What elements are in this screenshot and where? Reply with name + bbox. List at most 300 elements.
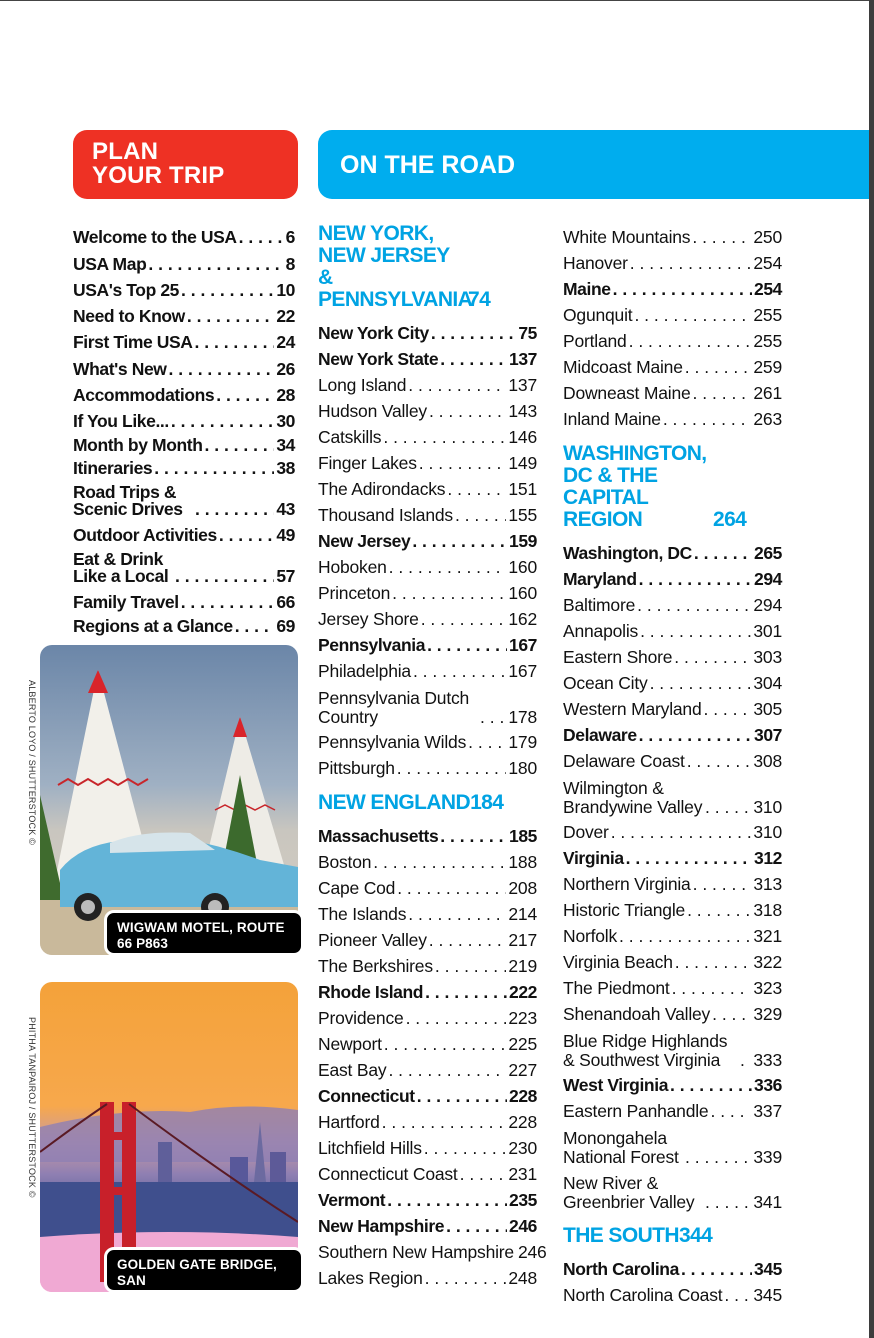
entry-label: Philadelphia [318, 661, 411, 681]
toc-entry-pittsburgh[interactable] [318, 752, 537, 778]
toc-entry-baltimore[interactable] [563, 589, 782, 615]
toc-entry-pennsylvania-wilds[interactable] [318, 726, 537, 752]
toc-entry-connecticut[interactable] [318, 1080, 537, 1106]
photo-caption-golden-gate [104, 1247, 304, 1304]
entry-label: Eastern Panhandle [563, 1101, 709, 1121]
toc-entry-massachusetts[interactable] [318, 820, 537, 846]
toc-entry-white-mountains[interactable] [563, 221, 782, 247]
entry-page: 235 [509, 1190, 537, 1210]
toc-entry-pennsylvania-dutch-country[interactable] [318, 681, 537, 726]
leader-dots [187, 307, 274, 326]
entry-label: WASHINGTON, DC & THE CAPITAL REGION [563, 442, 707, 531]
entry-label: NEW YORK, NEW JERSEY & PENNSYLVANIA [318, 222, 473, 311]
leader-dots [424, 1139, 507, 1158]
entry-page: 222 [509, 982, 537, 1002]
caption-line1: WIGWAM MOTEL, ROUTE [117, 920, 285, 935]
entry-label: The Berkshires [318, 956, 433, 976]
entry-label: New Hampshire [318, 1216, 445, 1236]
entry-label: Need to Know [73, 306, 185, 327]
toc-entry-the-islands[interactable] [318, 898, 537, 924]
caption-line1: GOLDEN GATE BRIDGE, SAN [117, 1257, 277, 1288]
toc-entry-jersey-shore[interactable] [318, 603, 537, 629]
entry-label: Baltimore [563, 595, 636, 615]
leader-dots [397, 879, 506, 898]
entry-page: 263 [753, 409, 782, 429]
entry-page: 22 [276, 306, 295, 327]
toc-entry-new-york-city[interactable] [318, 317, 537, 343]
leader-dots [413, 662, 506, 681]
entry-label: Month by Month [73, 435, 203, 456]
toc-entry-historic-triangle[interactable] [563, 894, 782, 920]
entry-page: 254 [754, 279, 782, 299]
entry-page: 261 [753, 383, 782, 403]
leader-dots [431, 324, 516, 343]
leader-dots [650, 674, 752, 693]
on-the-road-column-a [318, 221, 547, 1288]
entry-page: 333 [753, 1049, 782, 1070]
leader-dots [626, 849, 752, 868]
leader-dots [630, 254, 752, 273]
entry-label: Downeast Maine [563, 383, 691, 403]
entry-label: Maryland [563, 569, 637, 589]
entry-label: New River & Greenbrier Valley [563, 1173, 695, 1212]
toc-entry-pennsylvania[interactable] [318, 629, 537, 655]
toc-entry-rhode-island[interactable] [318, 976, 537, 1002]
plan-heading-line2: YOUR TRIP [92, 162, 225, 189]
toc-entry-family-travel[interactable] [73, 585, 295, 612]
leader-dots [408, 376, 506, 395]
entry-page: 225 [508, 1034, 537, 1054]
leader-dots [446, 1217, 507, 1236]
plan-heading-line1: PLAN [92, 138, 159, 165]
leader-dots [181, 593, 275, 612]
section-heading-washington-dc-the-capital-region[interactable] [563, 443, 782, 531]
leader-dots [427, 636, 507, 655]
entry-page: 75 [518, 323, 537, 343]
entry-page: 151 [508, 479, 537, 499]
leader-dots [195, 501, 274, 518]
toc-entry-eastern-panhandle[interactable] [563, 1095, 782, 1121]
entry-page: 66 [276, 592, 295, 613]
entry-page: 246 [517, 1242, 547, 1262]
entry-page: 339 [753, 1146, 782, 1167]
toc-entry-the-adirondacks[interactable] [318, 473, 537, 499]
entry-label: Thousand Islands [318, 505, 453, 525]
entry-page: 24 [276, 332, 295, 353]
toc-entry-the-berkshires[interactable] [318, 950, 537, 976]
entry-page: 49 [276, 525, 295, 546]
toc-entry-outdoor[interactable] [73, 518, 295, 545]
entry-page: 341 [753, 1191, 782, 1212]
toc-entry-blue-ridge-highlands-southwest-virginia[interactable] [563, 1024, 782, 1069]
leader-dots [639, 570, 752, 589]
toc-entry-maryland[interactable] [563, 563, 782, 589]
leader-dots [425, 983, 507, 1002]
toc-entry-hartford[interactable] [318, 1106, 537, 1132]
entry-label: Lakes Region [318, 1268, 423, 1288]
toc-entry-wilmington-brandywine-valley[interactable] [563, 771, 782, 816]
entry-page: 178 [508, 706, 537, 727]
entry-label: Regions at a Glance [73, 616, 233, 637]
toc-entry-new-jersey[interactable] [318, 525, 537, 551]
entry-label: New Jersey [318, 531, 411, 551]
leader-dots [663, 410, 752, 429]
entry-label: Hoboken [318, 557, 387, 577]
entry-label: Ocean City [563, 673, 648, 693]
entry-page: 248 [508, 1268, 537, 1288]
toc-entry-maine[interactable] [563, 273, 782, 299]
toc-entry-vermont[interactable] [318, 1184, 537, 1210]
on-the-road-column-b [563, 221, 782, 1305]
caption-line2: 66 P863 [117, 936, 168, 951]
toc-entry-norfolk[interactable] [563, 920, 782, 946]
leader-dots [387, 1191, 507, 1210]
toc-entry-western-maryland[interactable] [563, 693, 782, 719]
entry-page: 228 [509, 1086, 537, 1106]
entry-page: 250 [753, 227, 782, 247]
toc-entry-whats-new[interactable] [73, 352, 295, 378]
entry-page: 294 [754, 569, 782, 589]
entry-page: 185 [509, 826, 537, 846]
leader-dots [205, 436, 275, 455]
leader-dots [382, 1113, 507, 1132]
leader-dots [694, 544, 752, 563]
entry-label: Maine [563, 279, 611, 299]
toc-entry-northern-virginia[interactable] [563, 868, 782, 894]
entry-page: 28 [276, 385, 295, 406]
entry-label: Long Island [318, 375, 407, 395]
leader-dots [670, 1076, 752, 1095]
leader-dots [392, 584, 506, 603]
leader-dots [705, 1193, 751, 1212]
toc-entry-usa-map[interactable] [73, 247, 295, 273]
entry-page: 69 [276, 616, 295, 637]
toc-entry-providence[interactable] [318, 1002, 537, 1028]
entry-label: Dover [563, 822, 609, 842]
leader-dots [169, 360, 275, 379]
toc-entry-west-virginia[interactable] [563, 1069, 782, 1095]
leader-dots [397, 759, 507, 778]
entry-label: Newport [318, 1034, 382, 1054]
leader-dots [710, 1102, 751, 1121]
entry-label: Virginia [563, 848, 624, 868]
toc-entry-top-25[interactable] [73, 274, 295, 300]
toc-entry-north-carolina-coast[interactable] [563, 1279, 782, 1305]
toc-entry-virginia[interactable] [563, 842, 782, 868]
leader-dots [640, 622, 751, 641]
toc-entry-delaware-coast[interactable] [563, 745, 782, 771]
entry-page: 264 [713, 508, 747, 531]
entry-label: Hartford [318, 1112, 380, 1132]
toc-entry-washington-dc[interactable] [563, 537, 782, 563]
toc-entry-accommodations[interactable] [73, 379, 295, 405]
entry-label: Norfolk [563, 926, 618, 946]
toc-entry-connecticut-coast[interactable] [318, 1158, 537, 1184]
entry-page: 301 [753, 621, 782, 641]
toc-entry-new-hampshire[interactable] [318, 1210, 537, 1236]
toc-entry-if-you-like[interactable] [73, 405, 295, 431]
leader-dots [417, 1087, 507, 1106]
entry-page: 159 [509, 531, 537, 551]
toc-entry-the-piedmont[interactable] [563, 972, 782, 998]
toc-entry-itineraries[interactable] [73, 455, 295, 478]
entry-page: 8 [285, 253, 295, 274]
toc-entry-litchfield-hills[interactable] [318, 1132, 537, 1158]
entry-label: NEW ENGLAND [318, 791, 471, 814]
toc-entry-catskills[interactable] [318, 421, 537, 447]
entry-page: 227 [508, 1060, 537, 1080]
leader-dots [235, 617, 275, 636]
leader-dots [687, 752, 752, 771]
entry-label: Delaware Coast [563, 751, 685, 771]
toc-entry-eastern-shore[interactable] [563, 641, 782, 667]
toc-entry-regions[interactable] [73, 612, 295, 636]
toc-entry-hanover[interactable] [563, 247, 782, 273]
leader-dots [388, 1061, 506, 1080]
entry-label: Boston [318, 852, 372, 872]
leader-dots [181, 281, 274, 300]
entry-page: 255 [753, 331, 782, 351]
entry-label: Cape Cod [318, 878, 396, 898]
toc-entry-monongahela-national-forest[interactable] [563, 1121, 782, 1166]
leader-dots [412, 532, 507, 551]
entry-page: 231 [508, 1164, 537, 1184]
leader-dots [219, 526, 274, 545]
entry-label: Pioneer Valley [318, 930, 427, 950]
toc-entry-road-trips[interactable] [73, 478, 295, 518]
entry-label: Portland [563, 331, 627, 351]
toc-entry-north-carolina[interactable] [563, 1253, 782, 1279]
toc-entry-virginia-beach[interactable] [563, 946, 782, 972]
entry-page: 57 [276, 566, 295, 587]
entry-label: Pittsburgh [318, 758, 395, 778]
leader-dots [384, 1035, 507, 1054]
toc-entry-delaware[interactable] [563, 719, 782, 745]
leader-dots [406, 1009, 507, 1028]
toc-entry-first-time[interactable] [73, 326, 295, 352]
entry-page: 254 [753, 253, 782, 273]
entry-page: 310 [753, 796, 782, 817]
entry-label: Pennsylvania Wilds [318, 732, 467, 752]
leader-dots [435, 957, 507, 976]
leader-dots [175, 568, 274, 585]
entry-page: 160 [508, 583, 537, 603]
entry-label: Welcome to the USA [73, 227, 237, 248]
entry-page: 345 [753, 1285, 782, 1305]
leader-dots [460, 1165, 507, 1184]
leader-dots [148, 255, 283, 274]
entry-page: 322 [753, 952, 782, 972]
entry-label: THE SOUTH [563, 1224, 679, 1247]
leader-dots [429, 402, 506, 421]
leader-dots [468, 733, 506, 752]
golden-gate-illustration [40, 982, 298, 1292]
entry-page: 167 [509, 635, 537, 655]
entry-label: Finger Lakes [318, 453, 417, 473]
entry-page: 160 [508, 557, 537, 577]
toc-entry-newport[interactable] [318, 1028, 537, 1054]
leader-dots [440, 350, 507, 369]
toc-entry-hoboken[interactable] [318, 551, 537, 577]
entry-label: Delaware [563, 725, 637, 745]
entry-page: 310 [753, 822, 782, 842]
leader-dots [154, 459, 274, 478]
leader-dots [421, 610, 507, 629]
toc-entry-new-york-state[interactable] [318, 343, 537, 369]
photo-credit-wigwam: ALBERTO LOYO / SHUTTERSTOCK © [27, 680, 37, 845]
entry-label: New York State [318, 349, 439, 369]
photo-caption-wigwam [104, 910, 304, 956]
entry-label: Virginia Beach [563, 952, 673, 972]
entry-page: 34 [276, 435, 295, 456]
entry-page: 259 [753, 357, 782, 377]
entry-page: 155 [508, 505, 537, 525]
entry-label: The Islands [318, 904, 407, 924]
plan-your-trip-header [73, 130, 298, 199]
entry-label: Litchfield Hills [318, 1138, 422, 1158]
entry-page: 336 [754, 1075, 782, 1095]
toc-entry-new-river-greenbrier-valley[interactable] [563, 1166, 782, 1211]
entry-label: Massachusetts [318, 826, 439, 846]
leader-dots [629, 332, 752, 351]
leader-dots [455, 506, 506, 525]
entry-label: Jersey Shore [318, 609, 419, 629]
entry-page: 323 [753, 978, 782, 998]
entry-label: Monongahela National Forest [563, 1128, 679, 1167]
toc-entry-welcome[interactable] [73, 221, 295, 247]
road-heading: ON THE ROAD [340, 151, 515, 179]
entry-label: Outdoor Activities [73, 525, 217, 546]
toc-entry-downeast-maine[interactable] [563, 377, 782, 403]
toc-entry-midcoast-maine[interactable] [563, 351, 782, 377]
entry-label: Eastern Shore [563, 647, 673, 667]
entry-page: 329 [753, 1004, 782, 1024]
leader-dots [480, 708, 506, 727]
toc-entry-dover[interactable] [563, 816, 782, 842]
leader-dots [634, 306, 751, 325]
toc-entry-princeton[interactable] [318, 577, 537, 603]
leader-dots [419, 454, 507, 473]
entry-label: Road Trips & Scenic Drives [73, 482, 183, 520]
leader-dots [685, 1148, 751, 1167]
entry-label: Shenandoah Valley [563, 1004, 711, 1024]
leader-dots [693, 384, 752, 403]
leader-dots [171, 412, 274, 431]
entry-page: 265 [754, 543, 782, 563]
entry-page: 162 [508, 609, 537, 629]
section-heading-new-york-new-jersey-pennsylvania[interactable] [318, 223, 537, 311]
entry-label: Connecticut Coast [318, 1164, 458, 1184]
leader-dots [447, 480, 506, 499]
on-the-road-header [318, 130, 869, 199]
toc-entry-portland[interactable] [563, 325, 782, 351]
leader-dots [619, 927, 751, 946]
toc-entry-hudson-valley[interactable] [318, 395, 537, 421]
toc-entry-pioneer-valley[interactable] [318, 924, 537, 950]
toc-entry-month-by-month[interactable] [73, 431, 295, 455]
leader-dots [611, 823, 752, 842]
leader-dots [639, 726, 752, 745]
leader-dots [637, 596, 751, 615]
toc-entry-inland-maine[interactable] [563, 403, 782, 429]
golden-gate-photo [40, 982, 298, 1292]
entry-page: 184 [470, 791, 504, 814]
entry-page: 219 [508, 956, 537, 976]
toc-entry-eat-drink[interactable] [73, 545, 295, 585]
entry-label: Northern Virginia [563, 874, 691, 894]
toc-entry-need-to-know[interactable] [73, 300, 295, 326]
toc-entry-annapolis[interactable] [563, 615, 782, 641]
entry-page: 313 [753, 874, 782, 894]
entry-page: 146 [508, 427, 537, 447]
section-heading-the-south[interactable] [563, 1225, 782, 1247]
entry-label: West Virginia [563, 1075, 669, 1095]
entry-label: East Bay [318, 1060, 387, 1080]
entry-page: 137 [509, 349, 537, 369]
leader-dots [216, 386, 274, 405]
entry-label: Wilmington & Brandywine Valley [563, 778, 703, 817]
entry-label: Rhode Island [318, 982, 424, 1002]
toc-entry-ocean-city[interactable] [563, 667, 782, 693]
entry-page: 337 [753, 1101, 782, 1121]
toc-entry-thousand-islands[interactable] [318, 499, 537, 525]
leader-dots [703, 700, 751, 719]
leader-dots [693, 875, 752, 894]
entry-label: Midcoast Maine [563, 357, 683, 377]
entry-label: What's New [73, 358, 167, 379]
leader-dots [389, 558, 507, 577]
entry-page: 179 [508, 732, 537, 752]
entry-page: 344 [678, 1224, 713, 1247]
entry-page: 188 [508, 852, 537, 872]
leader-dots [440, 827, 507, 846]
entry-page: 294 [753, 595, 782, 615]
leader-dots [685, 358, 752, 377]
toc-entry-philadelphia[interactable] [318, 655, 537, 681]
toc-entry-ogunquit[interactable] [563, 299, 782, 325]
leader-dots [672, 979, 752, 998]
entry-page: 303 [753, 647, 782, 667]
toc-entry-southern-new-hampshire[interactable] [318, 1236, 547, 1262]
toc-entry-boston[interactable] [318, 846, 537, 872]
toc-entry-east-bay[interactable] [318, 1054, 537, 1080]
entry-label: Connecticut [318, 1086, 415, 1106]
toc-entry-cape-cod[interactable] [318, 872, 537, 898]
entry-page: 312 [754, 848, 782, 868]
toc-entry-long-island[interactable] [318, 369, 537, 395]
toc-entry-finger-lakes[interactable] [318, 447, 537, 473]
section-heading-new-england[interactable] [318, 792, 537, 814]
entry-page: 208 [508, 878, 537, 898]
entry-label: White Mountains [563, 227, 691, 247]
toc-entry-shenandoah-valley[interactable] [563, 998, 782, 1024]
entry-label: Southern New Hampshire [318, 1242, 514, 1262]
photo-credit-golden-gate: PHITHA TANPAIROJ / SHUTTERSTOCK © [27, 1017, 37, 1198]
toc-entry-lakes-region[interactable] [318, 1262, 537, 1288]
entry-label: USA's Top 25 [73, 279, 180, 300]
entry-page: 307 [754, 725, 782, 745]
entry-label: First Time USA [73, 332, 193, 353]
entry-page: 143 [508, 401, 537, 421]
entry-label: Inland Maine [563, 409, 661, 429]
entry-label: The Adirondacks [318, 479, 446, 499]
entry-page: 38 [276, 458, 295, 479]
entry-page: 43 [276, 499, 295, 520]
leader-dots [429, 931, 507, 950]
leader-dots [613, 280, 752, 299]
leader-dots [373, 853, 506, 872]
entry-page: 10 [276, 279, 295, 300]
